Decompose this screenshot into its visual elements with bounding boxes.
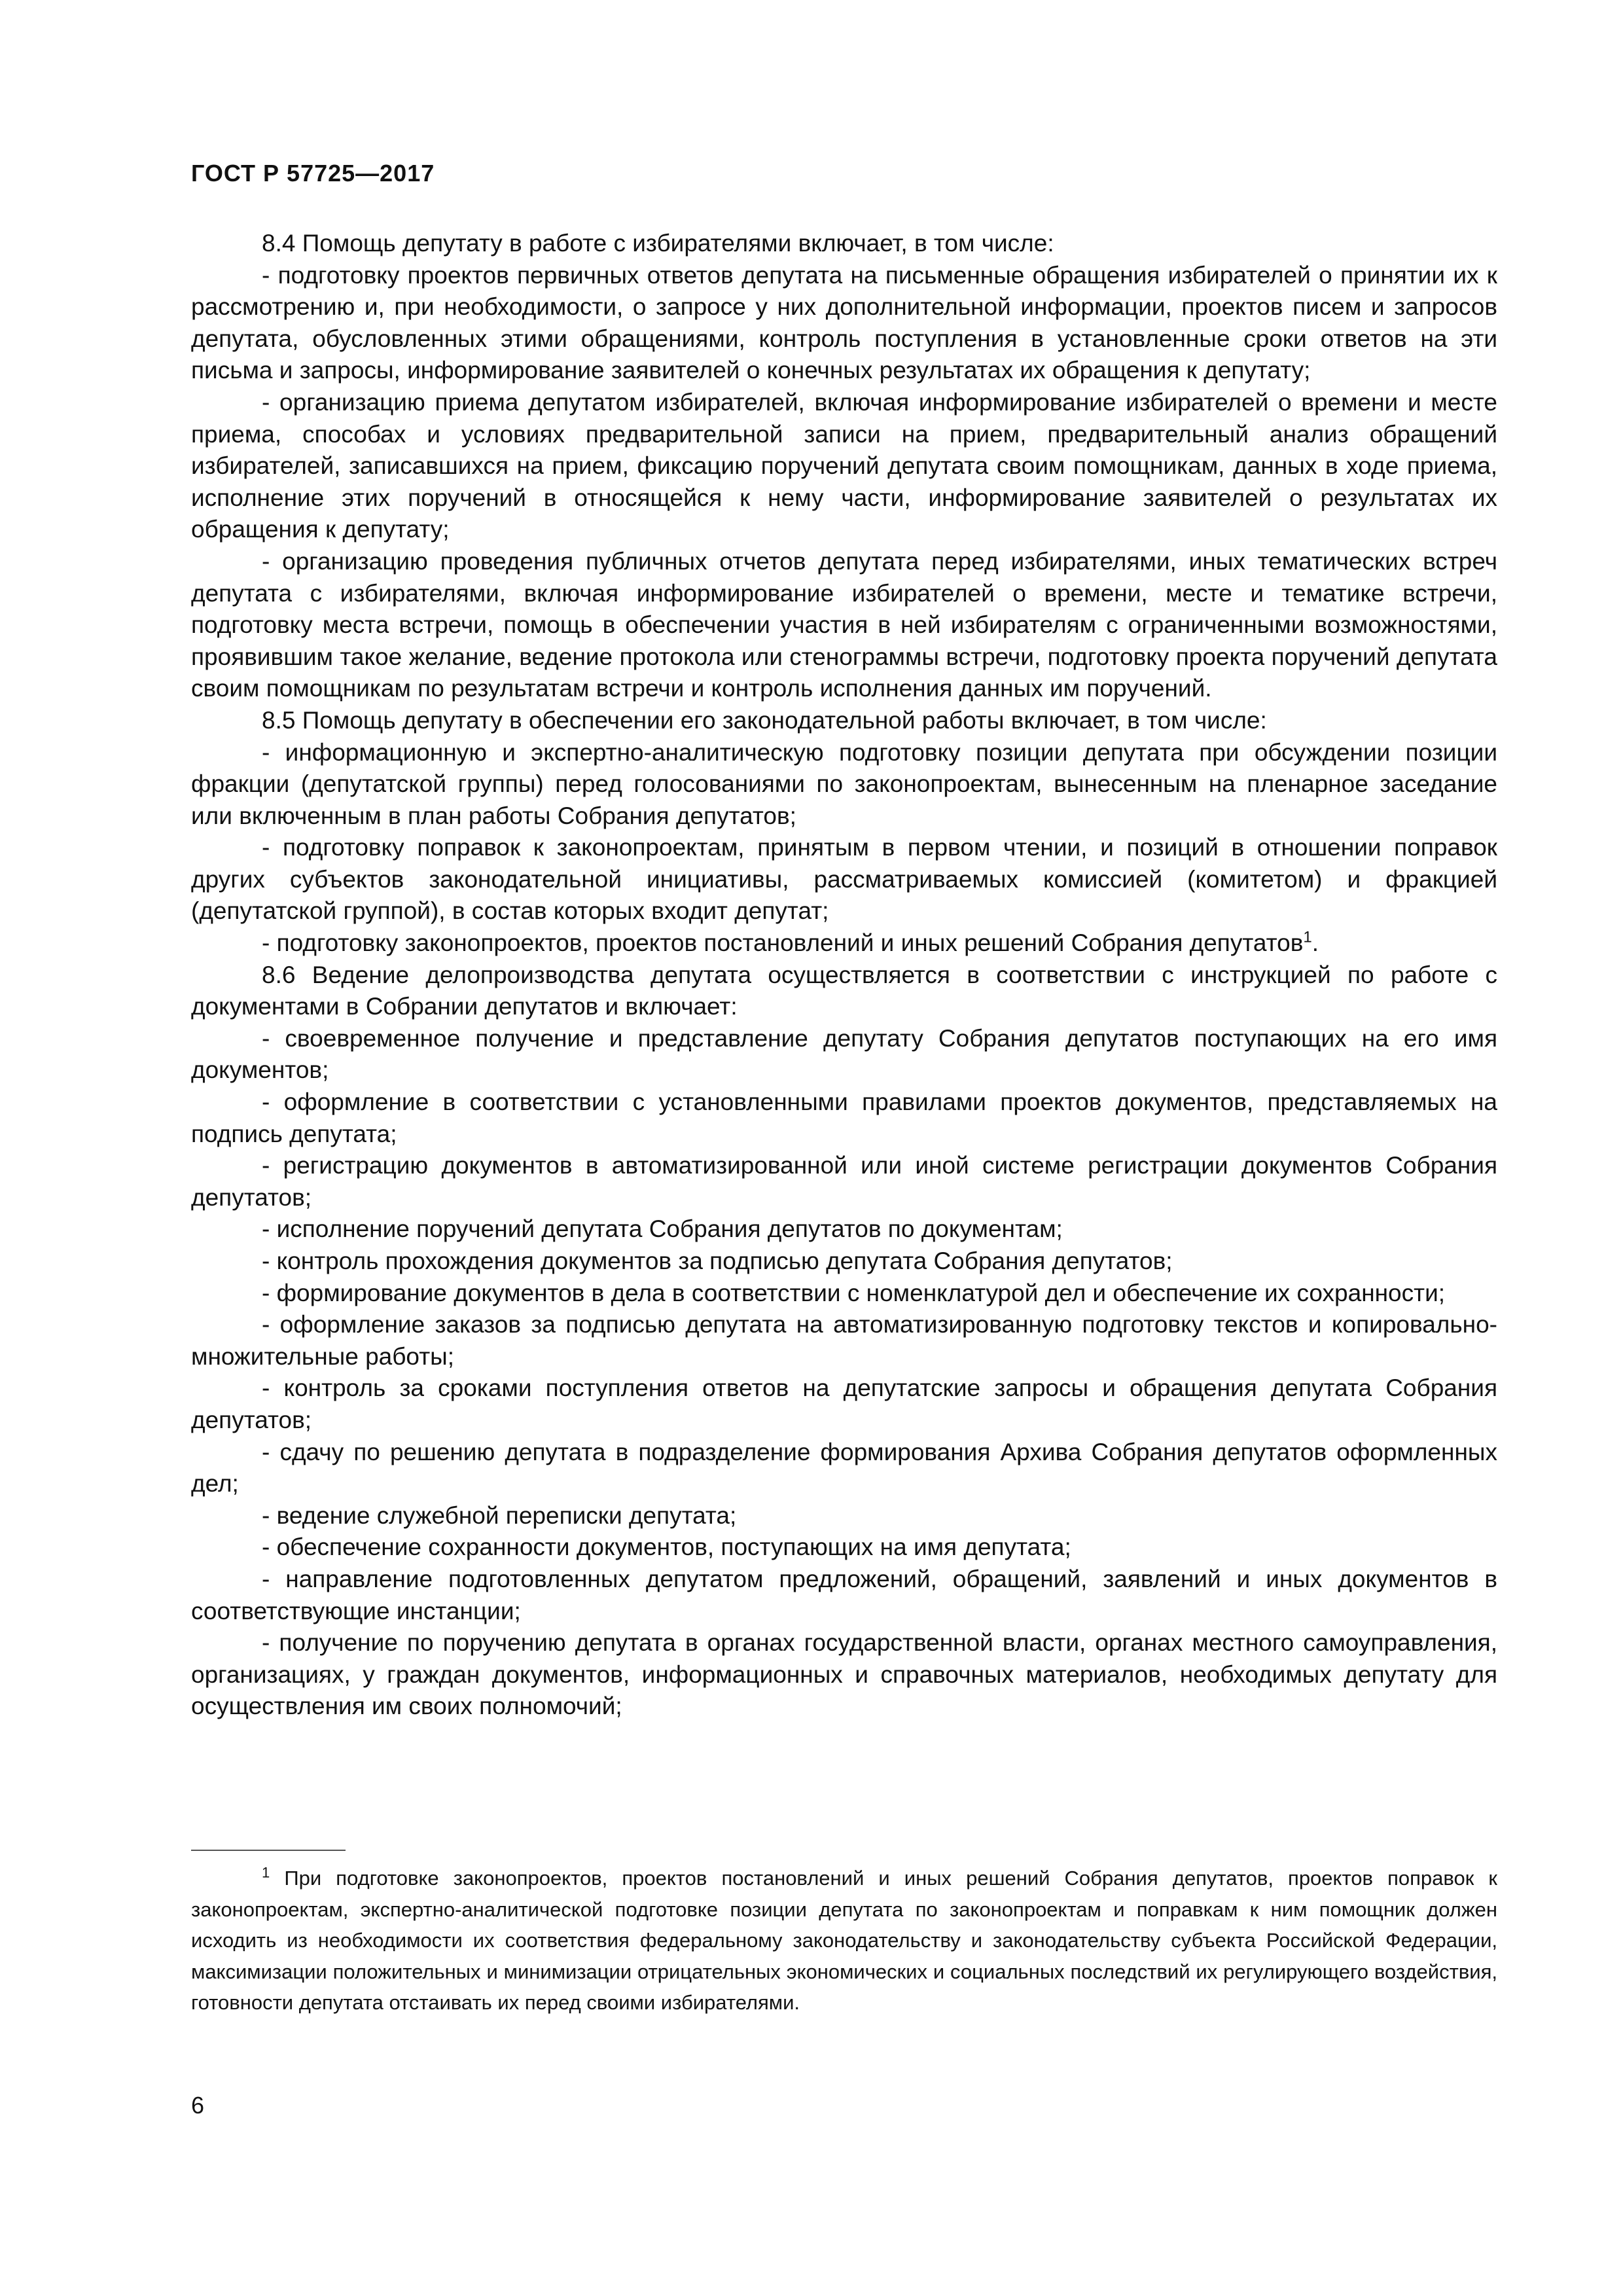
clause-8-6-item-filing: - формирование документов в дела в соответствии с номенклатурой дел и обеспечение их сохранности; — [262, 1279, 1446, 1306]
clause-8-6-item-control: - контроль прохождения документов за подписью депутата Собрания депутатов; — [262, 1247, 1173, 1274]
body-text — [191, 228, 1497, 1723]
clause-8-6-item-dispatch: - направление подготовленных депутатом предложений, обращений, заявлений и иных документов в соответствующие инстанции; — [191, 1565, 1497, 1624]
clause-8-6-item-registration: - регистрацию документов в автоматизированной или иной системе регистрации документов Собрания депутатов; — [191, 1152, 1497, 1211]
document-header: ГОСТ Р 57725—2017 — [191, 160, 435, 187]
clause-8-6-item-deadlines: - контроль за сроками поступления ответов на депутатские запросы и обращения депутата Собрания депутатов; — [191, 1374, 1497, 1433]
clause-8-4-item-responses: - подготовку проектов первичных ответов депутата на письменные обращения избирателей о принятии их к рассмотрению и, при необходимости, о запросе у них дополнительной информации, проектов писем и запросов депутата, обусловленных этими обращениями, контроль поступления в установленные сроки ответов на эти письма и запросы, информирование заявителей о конечных результатах их обращения к депутату; — [191, 261, 1497, 384]
page-number: 6 — [191, 2092, 205, 2119]
clause-8-4: 8.4 Помощь депутату в работе с избирателями включает, в том числе: — [262, 230, 1054, 257]
clause-8-5-item-draft-laws-text: - подготовку законопроектов, проектов постановлений и иных решений Собрания депутатов — [262, 929, 1304, 957]
clause-8-6-item-correspondence: - ведение служебной переписки депутата; — [262, 1501, 737, 1529]
clause-8-5-item-draft-laws — [191, 927, 1497, 960]
clause-8-5-item-analysis: - информационную и экспертно-аналитическую подготовку позиции депутата при обсуждении позиции фракции (депутатской группы) перед голосованиями по законопроектам, вынесенным на пленарное заседание или включенным в план работы Собрания депутатов; — [191, 738, 1497, 829]
clause-8-6-item-archive: - сдачу по решению депутата в подразделение формирования Архива Собрания депутатов оформленных дел; — [191, 1438, 1497, 1498]
footnote-text: При подготовке законопроектов, проектов постановлений и иных решений Собрания депутатов, проектов поправок к законопроектам, экспертно-аналитической подготовке позиции депутата по законопроектам и поправкам к ним помощник должен исходить из необходимости их соответствия федеральному законодательству и законодательству субъекта Российской Федерации, максимизации положительных и минимизации отрицательных экономических и социальных последствий их регулирующего воздействия, готовности депутата отстаивать их перед своими избирателями. — [191, 1867, 1497, 2014]
clause-8-6-item-formatting: - оформление в соответствии с установленными правилами проектов документов, представляемых на подпись депутата; — [191, 1088, 1497, 1147]
clause-8-5: 8.5 Помощь депутату в обеспечении его законодательной работы включает, в том числе: — [262, 706, 1267, 734]
clause-8-5-item-amendments: - подготовку поправок к законопроектам, принятым в первом чтении, и позиций в отношении поправок других субъектов законодательной инициативы, рассматриваемых комиссией (комитетом) и фракцией (депутатской группой), в состав которых входит депутат; — [191, 834, 1497, 925]
footnote-marker: 1 — [262, 1864, 270, 1881]
clause-8-6: 8.6 Ведение делопроизводства депутата осуществляется в соответствии с инструкцией по работе с документами в Собрании депутатов и включает: — [191, 961, 1497, 1020]
clause-8-4-item-public-reports: - организацию проведения публичных отчетов депутата перед избирателями, иных тематических встреч депутата с избирателями, включая информирование избирателей о времени, месте и тематике встречи, подготовку места встречи, помощь в обеспечении участия в ней избирателям с ограниченными возможностями, проявившим такое желание, ведение протокола или стенограммы встречи, подготовку проекта поручений депутата своим помощникам по результатам встречи и контроль исполнения данных им поручений. — [191, 547, 1497, 702]
clause-8-6-item-execution: - исполнение поручений депутата Собрания депутатов по документам; — [262, 1215, 1063, 1243]
clause-8-4-item-reception: - организацию приема депутатом избирателей, включая информирование избирателей о времени и месте приема, способах и условиях предварительной записи на прием, предварительный анализ обращений избирателей, записавшихся на прием, фиксацию поручений депутата своим помощникам, данных в ходе приема, исполнение этих поручений в относящейся к нему части, информирование заявителей о результатах их обращения к депутату; — [191, 388, 1497, 543]
clause-8-6-item-receipt: - своевременное получение и представление депутату Собрания депутатов поступающих на его имя документов; — [191, 1024, 1497, 1084]
footnote-reference-trailing: . — [1311, 929, 1319, 957]
clause-8-6-item-safekeeping: - обеспечение сохранности документов, поступающих на имя депутата; — [262, 1534, 1071, 1561]
footnote-reference[interactable]: 1 — [1303, 928, 1312, 946]
clause-8-6-item-obtaining: - получение по поручению депутата в органах государственной власти, органах местного самоуправления, организациях, у граждан документов, информационных и справочных материалов, необходимых депутату для осуществления им своих полномочий; — [191, 1629, 1497, 1720]
footnote-separator — [191, 1850, 346, 1851]
clause-8-6-item-orders: - оформление заказов за подписью депутата на автоматизированную подготовку текстов и копировально-множительные работы; — [191, 1311, 1497, 1370]
footnote — [191, 1863, 1497, 2018]
